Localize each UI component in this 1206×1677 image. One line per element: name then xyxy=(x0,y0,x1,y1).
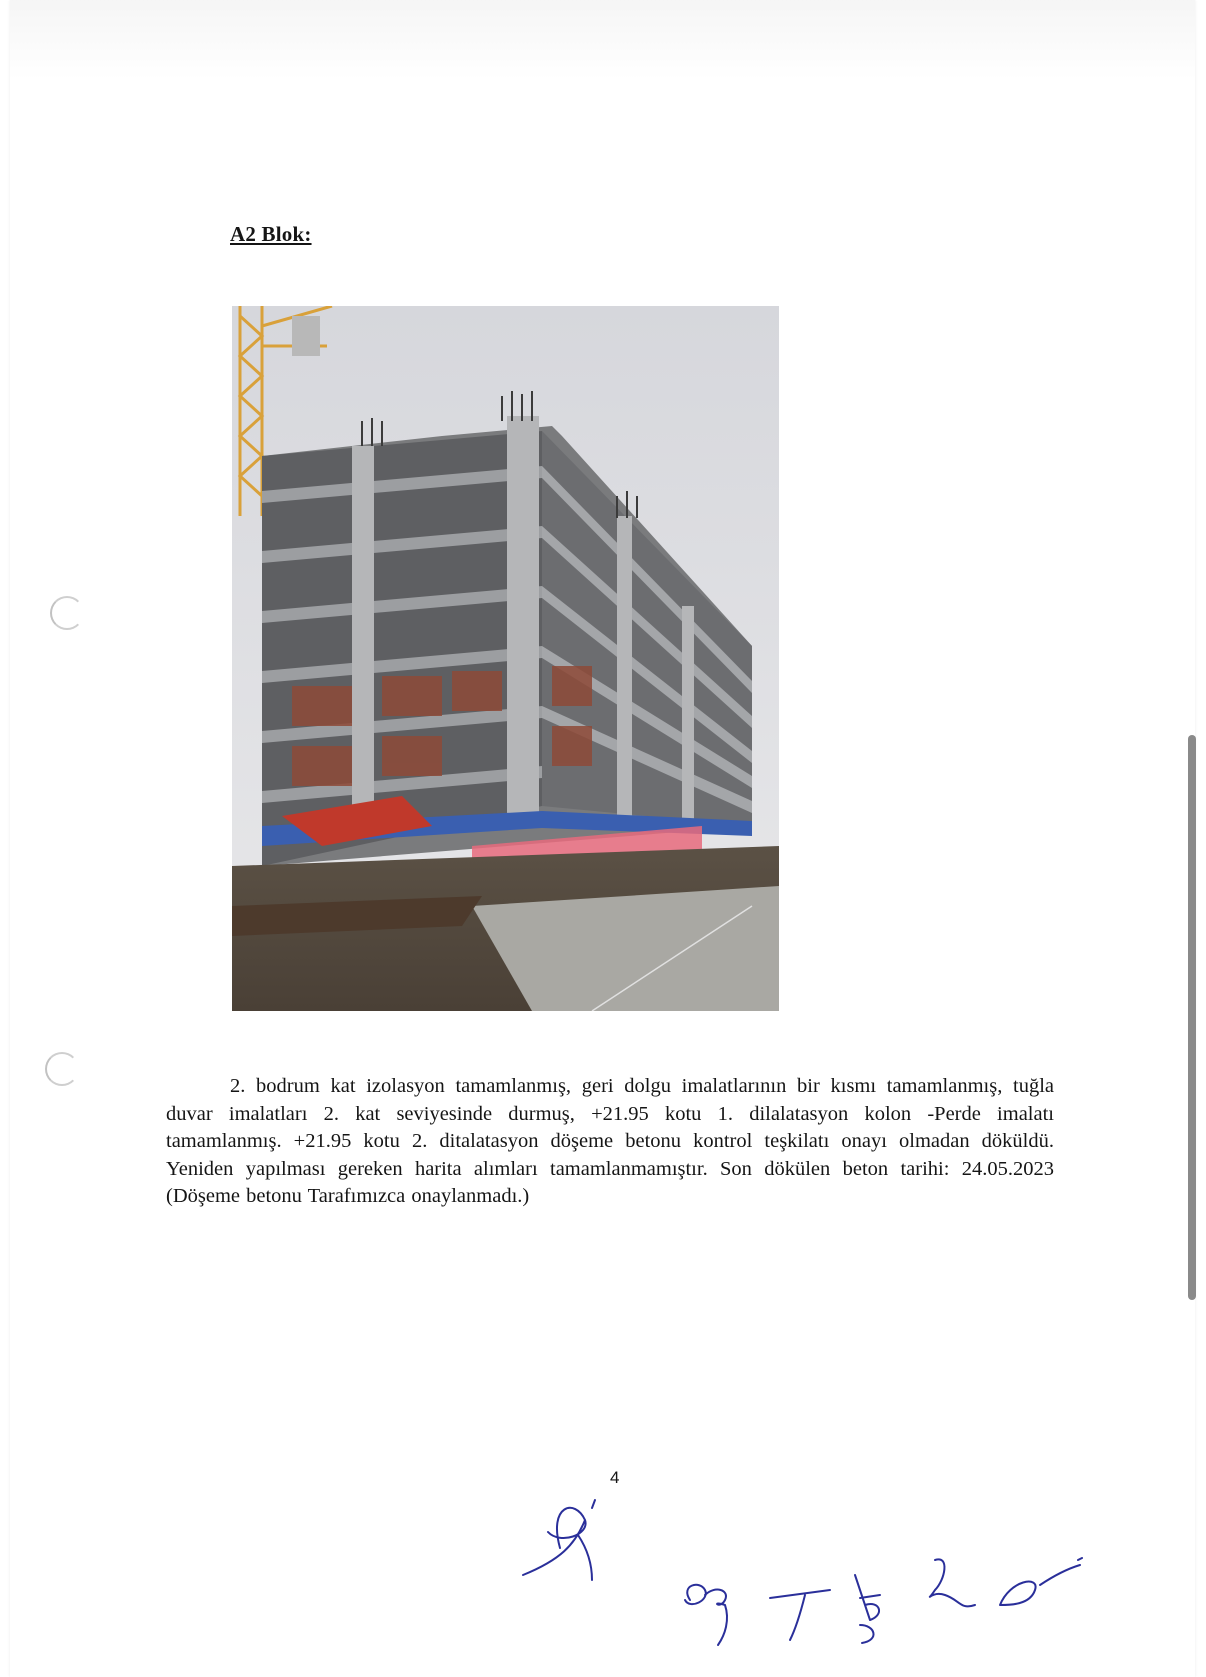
punch-hole-mark xyxy=(50,596,84,630)
document-page xyxy=(10,0,1195,1677)
scan-top-band xyxy=(10,0,1195,80)
report-paragraph: 2. bodrum kat izolasyon tamamlanmış, geri dolgu imalatlarının bir kısmı tamamlanmış, tuğla duvar imalatları 2. kat seviyesinde durmuş, +21.95 kotu 1. dilalatasyon kolon -Perde imalatı tamamlanmış. +21.95 kotu 2. ditalatasyon döşeme betonu kontrol teşkilatı onayı olmadan döküldü. Yeniden yapılması gereken harita alımları tamamlanmamıştır. Son dökülen beton tarihi: 24.05.2023 (Döşeme betonu Tarafımızca onaylanmadı.) xyxy=(166,1075,1054,1207)
construction-photo xyxy=(232,306,779,1011)
section-title: A2 Blok: xyxy=(230,222,312,246)
scrollbar[interactable] xyxy=(1188,735,1196,1300)
punch-hole-mark xyxy=(45,1052,79,1086)
page-number: 4 xyxy=(610,1468,620,1487)
